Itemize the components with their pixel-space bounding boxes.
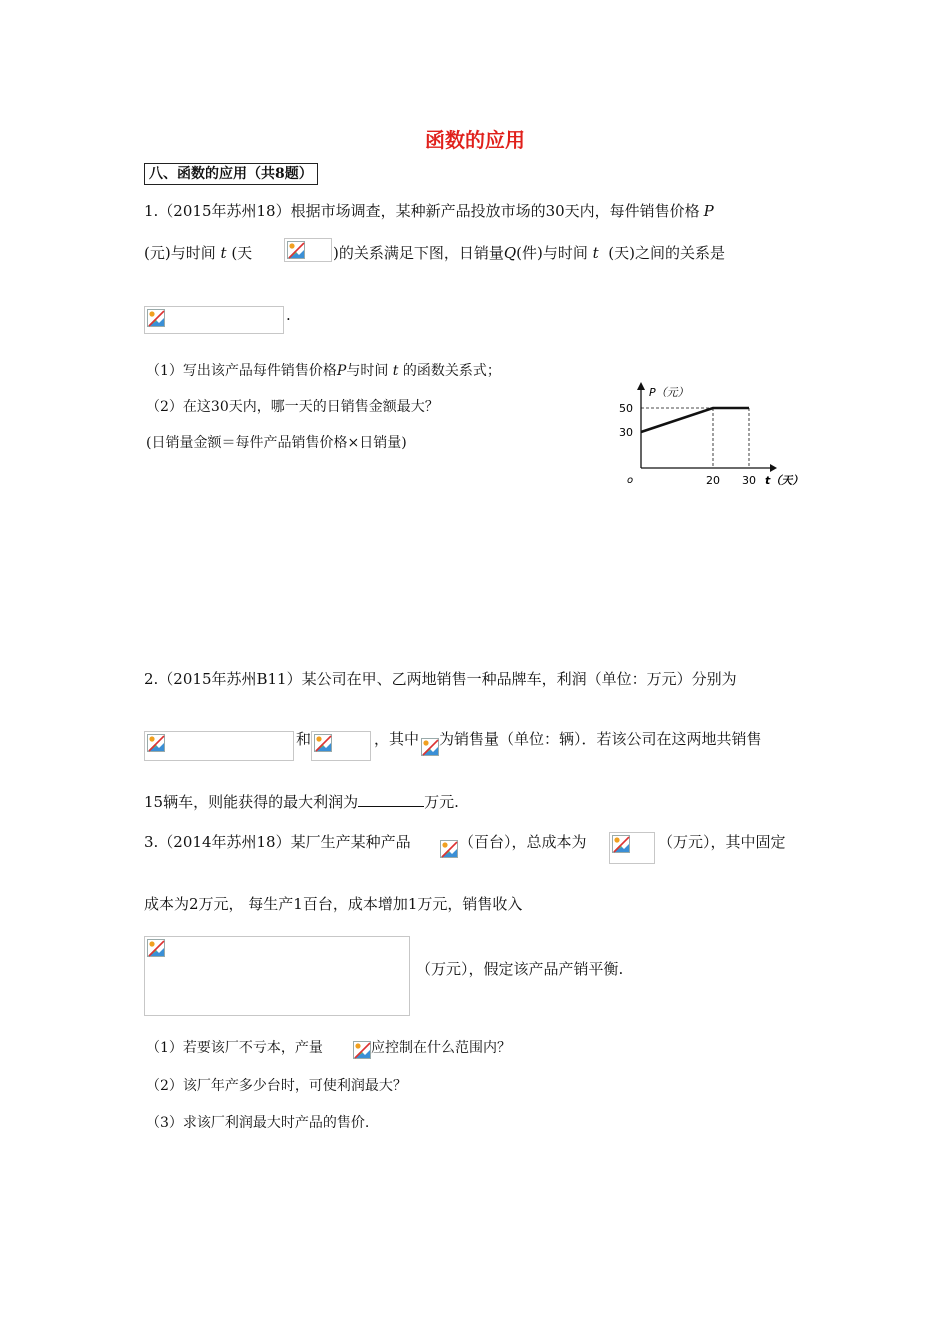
q1-line-2-rest: )的关系满足下图，日销量Q(件)与时间 t (天)之间的关系是 [333, 244, 725, 262]
answer-blank [358, 793, 424, 807]
q3-sub-1b: 应控制在什么范围内？ [371, 1040, 511, 1056]
page-title: 函数的应用 [425, 128, 525, 152]
q1-line-3-end: . [286, 306, 291, 324]
broken-image-icon [147, 939, 165, 957]
q2-line-2-rest: 为销售量（单位：辆）．若该公司在这两地共销售 [439, 730, 762, 748]
broken-image-icon [314, 734, 332, 752]
q3-sub-3: （3）求该厂利润最大时产品的售价. [146, 1115, 370, 1131]
y-axis-label: P（元） [649, 386, 689, 399]
x-axis-label: t（天） [765, 474, 804, 487]
q1-sub-3: (日销量金额＝每件产品销售价格×日销量) [146, 435, 407, 451]
formula-image-placeholder [609, 832, 655, 864]
q3-line-2: 成本为2万元， 每生产1百台，成本增加1万元，销售收入 [144, 895, 523, 913]
y-axis-arrow [637, 382, 645, 390]
origin-label: o [627, 475, 634, 486]
price-series-line [641, 408, 749, 432]
q3-line-1c: （万元），其中固定 [658, 833, 786, 851]
q3-line-3: （万元），假定该产品产销平衡. [416, 960, 624, 978]
q3-line-1b: （百台），总成本为 [459, 833, 587, 851]
broken-image-icon [147, 734, 165, 752]
q2-line-3: 15辆车，则能获得的最大利润为 万元. [144, 793, 459, 811]
broken-image-icon [287, 241, 305, 259]
broken-image-icon [440, 840, 458, 858]
q3-line-1a: 3.（2014年苏州18）某厂生产某种产品 [144, 833, 411, 851]
q3-sub-2: （2）该厂年产多少台时，可使利润最大？ [146, 1078, 407, 1094]
price-time-chart [615, 378, 810, 493]
broken-image-icon [353, 1041, 371, 1059]
y-tick-label: 50 [619, 402, 633, 415]
x-tick-label: 20 [706, 474, 720, 487]
q1-line-2: (元)与时间 t (天 [144, 244, 253, 262]
formula-image-placeholder [284, 238, 332, 262]
broken-image-icon [421, 738, 439, 756]
q2-and: 和 [296, 730, 312, 748]
formula-image-placeholder [144, 306, 284, 334]
broken-image-icon [612, 835, 630, 853]
broken-image-icon [147, 309, 165, 327]
x-tick-label: 30 [742, 474, 756, 487]
formula-image-placeholder [311, 731, 371, 761]
formula-image-placeholder [144, 731, 294, 761]
formula-image-placeholder [144, 936, 410, 1016]
y-tick-label: 30 [619, 426, 633, 439]
section-heading: 八、函数的应用（共8题） [144, 163, 318, 185]
q2-among: ，其中 [374, 730, 420, 748]
q2-line-1: 2.（2015年苏州B11）某公司在甲、乙两地销售一种品牌车，利润（单位：万元）分别为 [144, 670, 737, 688]
q3-sub-1a: （1）若要该厂不亏本，产量 [146, 1040, 323, 1056]
q1-sub-2: （2）在这30天内，哪一天的日销售金额最大？ [146, 399, 439, 415]
x-axis-arrow [770, 464, 777, 472]
q1-sub-1: （1）写出该产品每件销售价格P与时间 t 的函数关系式； [146, 363, 501, 379]
q1-line-1: 1.（2015年苏州18）根据市场调查，某种新产品投放市场的30天内，每件销售价格 P [144, 202, 714, 220]
